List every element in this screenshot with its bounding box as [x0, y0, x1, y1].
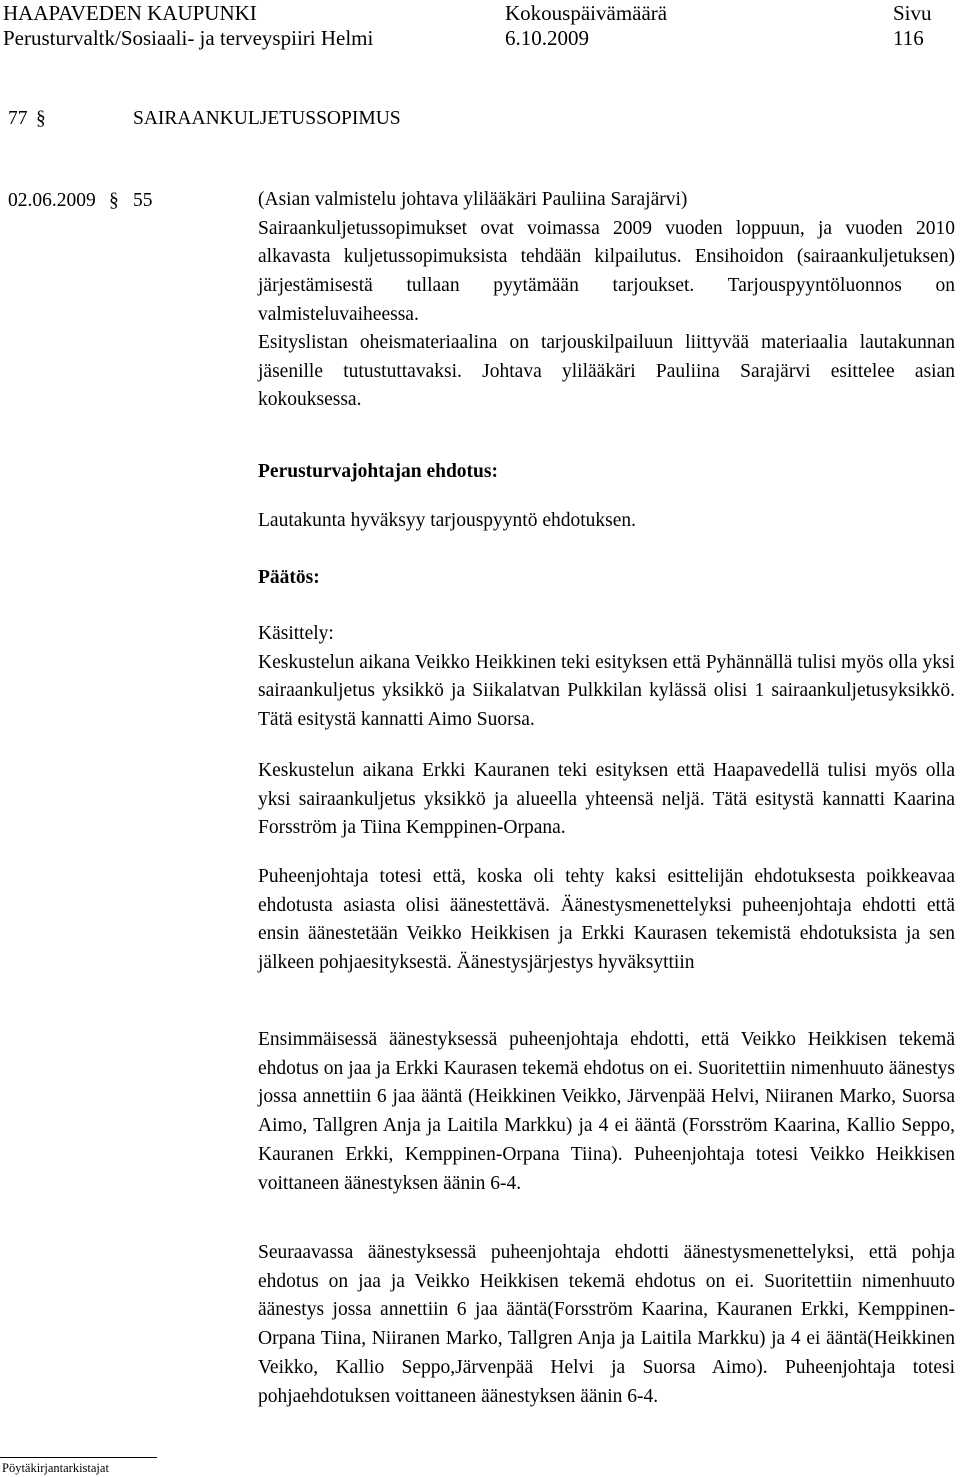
footer-label: Pöytäkirjantarkistajat	[2, 1461, 109, 1475]
footer-divider	[0, 1457, 157, 1458]
previous-meeting-date: 02.06.2009	[8, 190, 96, 211]
page-number: 116	[893, 26, 924, 50]
previous-section-symbol: §	[109, 190, 119, 211]
section-title: SAIRAANKULJETUSSOPIMUS	[133, 108, 401, 129]
paragraph-materials: Esityslistan oheismateriaalina on tarjouskilpailuun liittyvää materiaalia lautakunnan jäsenille tutustuttavaksi. Johtava ylilääkäri Pauliina Sarajärvi esittelee asian kokouksessa.	[258, 332, 955, 411]
paragraph-second-proposal: Keskustelun aikana Erkki Kauranen teki esityksen että Haapavedellä tulisi myös olla yksi sairaankuljetus yksikkö ja alueella yhteensä neljä. Tätä esitystä kannatti Kaarina Forsström ja Tiina Kemppinen-Orpana.	[258, 760, 955, 839]
meeting-date: 6.10.2009	[505, 26, 589, 50]
paragraph-voting-procedure: Puheenjohtaja totesi että, koska oli tehty kaksi esittelijän ehdotuksesta poikkeavaa ehdotusta asiasta olisi äänestettävä. Äänestysmenettelyksi puheenjohtaja ehdotti että ensin äänestetään Veikko Heikkisen ja Erkki Kaurasen tekemistä ehdotuksista ja sen jälkeen pohjaesityksestä. Äänestysjärjestys hyväksyttiin	[258, 866, 955, 974]
organization-name: HAAPAVEDEN KAUPUNKI	[3, 1, 257, 25]
page-label: Sivu	[893, 1, 932, 25]
section-symbol: §	[36, 108, 46, 129]
meeting-date-label: Kokouspäivämäärä	[505, 1, 668, 25]
department-name: Perusturvaltk/Sosiaali- ja terveyspiiri Helmi	[3, 26, 374, 50]
section-number: 77	[8, 108, 28, 129]
paragraph-second-vote: Seuraavassa äänestyksessä puheenjohtaja ehdotti äänestysmenettelyksi, että pohja ehdotus on jaa ja Veikko Heikkisen tekemä ehdotus on ei. Suoritettiin nimenhuuto äänestys jossa annettiin 6 jaa ääntä(Forsström Kaarina, Kauranen Erkki, Kemppinen-Orpana Tiina, Niiranen Marko, Tallgren Anja ja Laitila Markku) ja 4 ei ääntä(Heikkinen Veikko, Kallio Seppo,Järvenpää Helvi ja Suorsa Aimo). Puheenjohtaja totesi pohjaehdotuksen voittaneen äänestyksen äänin 6-4.	[258, 1242, 955, 1407]
paragraph-first-vote: Ensimmäisessä äänestyksessä puheenjohtaja ehdotti, että Veikko Heikkisen tekemä ehdotus on jaa ja Erkki Kaurasen tekemä ehdotus on ei. Suoritettiin nimenhuuto äänestys jossa annettiin 6 jaa ääntä (Heikkinen Veikko, Järvenpää Helvi, Niiranen Marko, Suorsa Aimo, Tallgren Anja ja Laitila Markku) ja 4 ei ääntä (Forsström Kaarina, Kallio Seppo, Kauranen Erkki, Kemppinen-Orpana Tiina). Puheenjohtaja totesi Veikko Heikkisen voittaneen äänestyksen äänin 6-4.	[258, 1029, 955, 1194]
decision-heading: Päätös:	[258, 567, 320, 588]
previous-section-number: 55	[133, 190, 153, 211]
proposal-heading: Perusturvajohtajan ehdotus:	[258, 461, 498, 482]
proposal-text: Lautakunta hyväksyy tarjouspyyntö ehdotuksen.	[258, 510, 637, 531]
paragraph-handling: Käsittely: Keskustelun aikana Veikko Heikkinen teki esityksen että Pyhännällä tulisi myös olla yksi sairaankuljetus yksikkö ja Siikalatvan Pulkkilan kylässä olisi 1 sairaankuljetusyksikkö. Tätä esitystä kannatti Aimo Suorsa.	[258, 623, 955, 731]
paragraph-preparation: (Asian valmistelu johtava ylilääkäri Pauliina Sarajärvi) Sairaankuljetussopimukset ovat voimassa 2009 vuoden loppuun, ja vuoden 2010 alkavasta kuljetussopimuksista tehdään kilpailutus. Ensihoidon (sairaankuljetuksen) järjestämisestä tullaan pyytämään tarjoukset. Tarjouspyyntöluonnos on valmisteluvaiheessa.	[258, 189, 955, 325]
